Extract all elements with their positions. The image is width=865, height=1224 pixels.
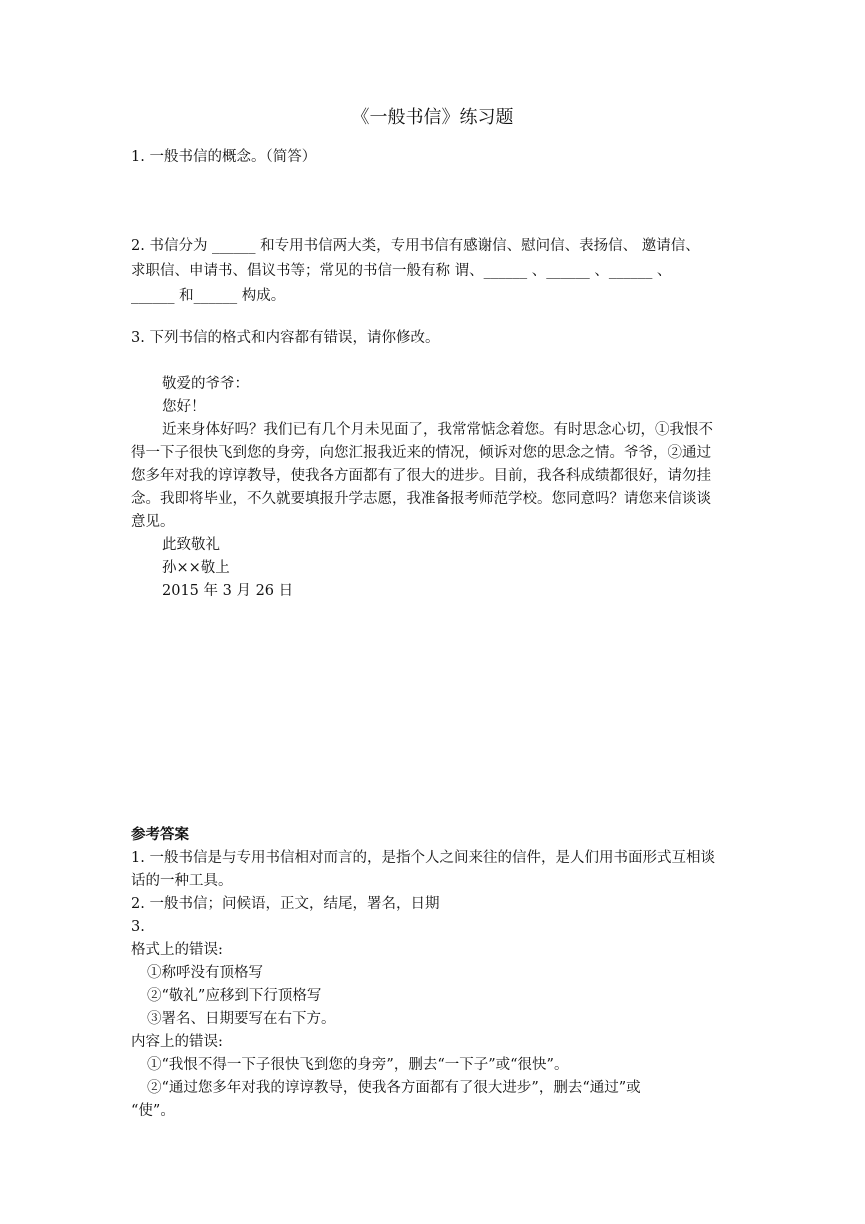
question-2-line-2: 求职信、申请书、倡议书等；常见的书信一般有称 谓、______ 、______ 、______ 、 [131,263,672,279]
format-error-item: ①称呼没有顶格写 [147,965,263,981]
content-error-item-continuation: “使”。 [131,1103,175,1119]
letter-salutation: 敬爱的爷爷： [162,376,249,392]
format-error-item: ③署名、日期要写在右下方。 [147,1011,336,1027]
letter-body-line: 得一下子很快飞到您的身旁，向您汇报我近来的情况，倾诉对您的思念之情。爷爷，②通过 [131,445,711,461]
answer-1-line-2: 话的一种工具。 [131,873,233,889]
letter-body-line: 近来身体好吗？我们已有几个月未见面了，我常常惦念着您。有时思念心切，①我恨不 [162,422,713,438]
answer-2: 2. 一般书信；问候语，正文，结尾，署名，日期 [131,896,440,912]
page-title: 《一般书信》练习题 [351,107,514,128]
content-error-item: ①“我恨不得一下子很快飞到您的身旁”，删去“一下子”或“很快”。 [147,1057,569,1073]
question-1: 1. 一般书信的概念。（简答） [131,149,317,165]
answer-3: 3. [131,919,145,935]
letter-date: 2015 年 3 月 26 日 [162,583,294,599]
letter-body-line: 念。我即将毕业，不久就要填报升学志愿，我准备报考师范学校。您同意吗？请您来信谈谈 [131,491,711,507]
format-error-item: ②“敬礼”应移到下行顶格写 [147,988,322,1004]
letter-signature: 孙××敬上 [162,560,230,576]
answer-1-line-1: 1. 一般书信是与专用书信相对而言的，是指个人之间来往的信件，是人们用书面形式互相谈 [131,850,715,866]
letter-body-line: 意见。 [131,514,175,530]
content-error-item: ②“通过您多年对我的谆谆教导，使我各方面都有了很大进步”，删去“通过”或 [147,1080,641,1096]
question-2-line-1: 2. 书信分为 ______ 和专用书信两大类，专用书信有感谢信、慰问信、表扬信、 邀请信、 [131,238,700,254]
letter-body-line: 您多年对我的谆谆教导，使我各方面都有了很大的进步。目前，我各科成绩都很好，请勿挂 [131,468,711,484]
question-3: 3. 下列书信的格式和内容都有错误，请你修改。 [131,330,440,346]
content-errors-heading: 内容上的错误: [131,1034,223,1050]
answers-heading: 参考答案 [131,827,189,843]
format-errors-heading: 格式上的错误: [131,942,223,958]
letter-closing: 此致敬礼 [162,537,220,553]
question-2-line-3: ______ 和______ 构成。 [131,288,286,304]
letter-greeting: 您好！ [162,399,206,415]
